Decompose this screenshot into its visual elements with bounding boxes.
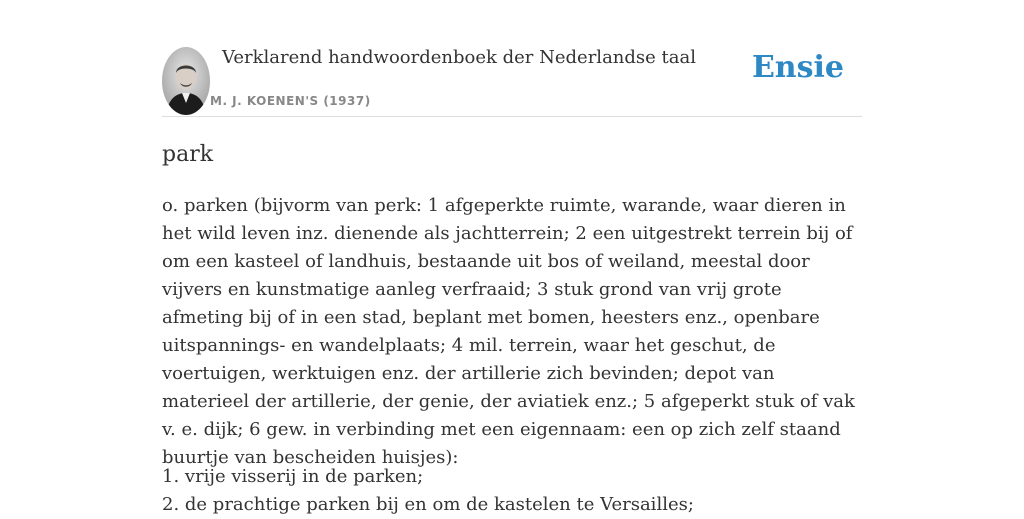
example-list [162,463,862,519]
ensie-logo[interactable]: Ensie [751,50,844,85]
page [162,0,862,515]
book-title: Verklarend handwoordenboek der Nederlandse taal [222,47,696,68]
list-item: 1. vrije visserij in de parken; [162,466,424,487]
entry-definition: o. parken (bijvorm van perk: 1 afgeperkte ruimte, warande, waar dieren in het wild leven inz. dienende als jachtterrein; 2 een uitgestrekt terrein bij of om een kasteel of landhuis, bestaande uit bos of weiland, meestal door vijvers en kunstmatige aanleg verfraaid; 3 stuk grond van vrij grote afmeting bij of in een stad, beplant met bomen, heesters enz., openbare uitspannings- en wandelplaats; 4 mil. terrein, waar het geschut, de voertuigen, werktuigen enz. der artillerie zich bevinden; depot van materieel der artillerie, der genie, der aviatiek enz.; 5 afgeperkt stuk of vak v. e. dijk; 6 gew. in verbinding met een eigennaam: een op zich zelf staand buurtje van bescheiden huisjes): [162,195,855,468]
entry-headword: park [162,142,214,167]
author-portrait-image [162,47,210,115]
author-label: M. J. KOENEN'S (1937) [210,94,371,108]
header [162,0,862,117]
list-item: 2. de prachtige parken bij en om de kastelen te Versailles; [162,494,694,515]
